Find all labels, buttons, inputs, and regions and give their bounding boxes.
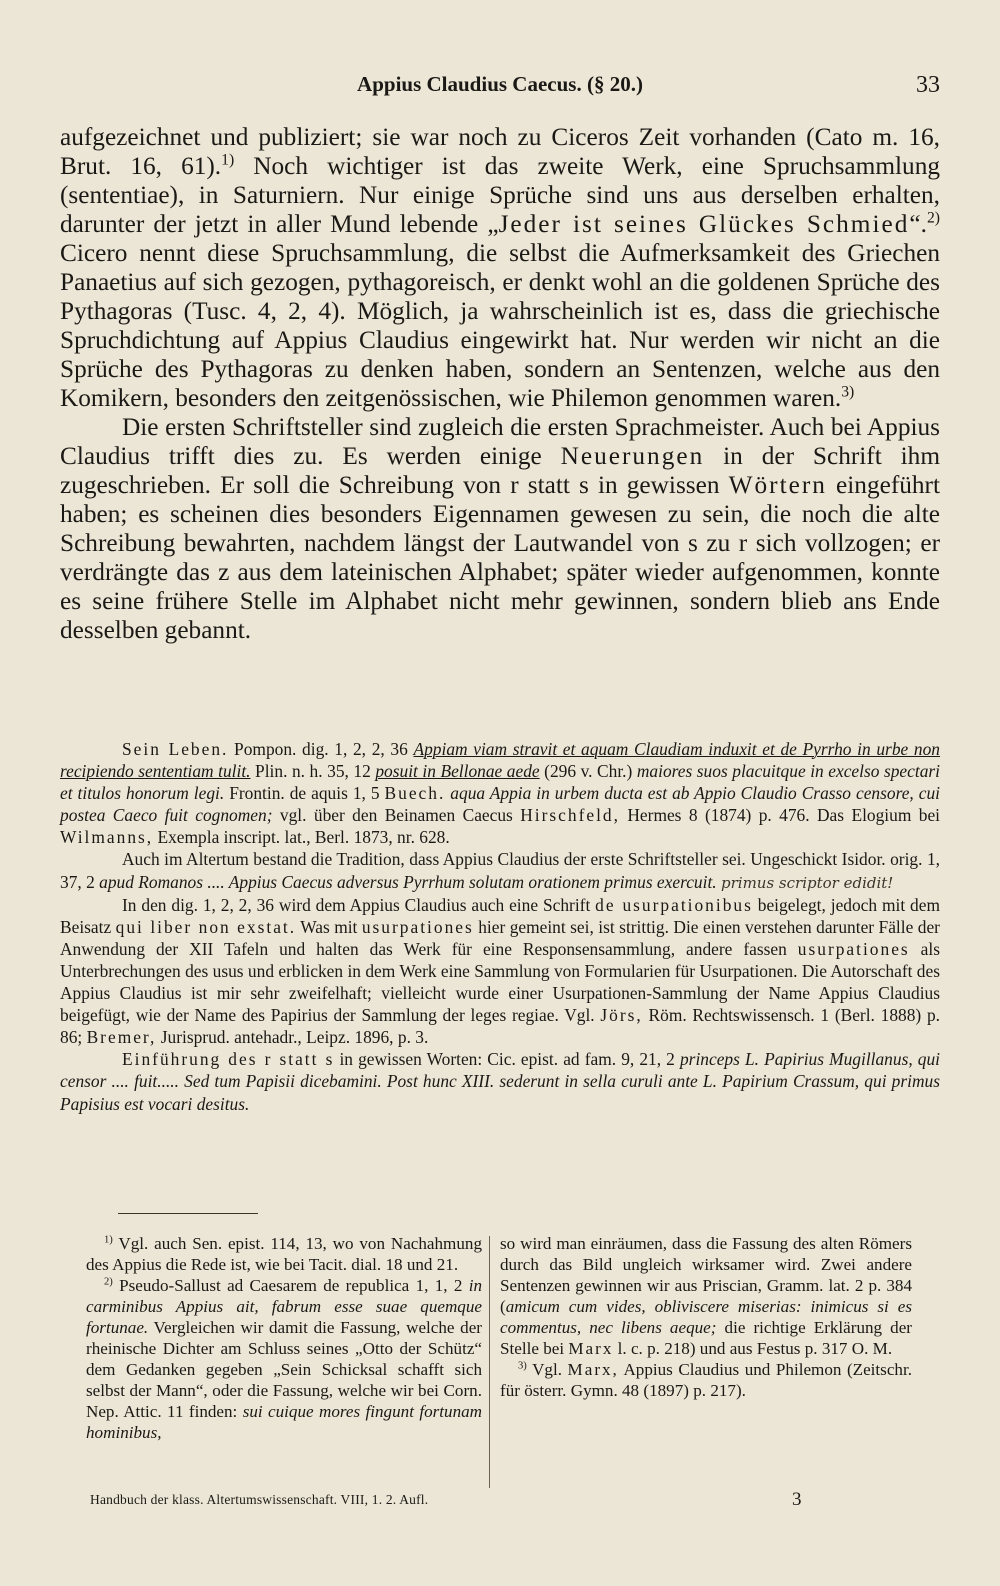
text-run: so wird man einräumen, dass die Fassung des alten Römers durch das Bild ungleich wirksamer wird. Zwei andere Sentenzen gewinnen wir aus Priscian, Gramm. lat. 2 p. 384 ( (500, 1234, 912, 1316)
small-print-notes (60, 738, 940, 1115)
latin-quote: princeps L. Papirius Mugillanus, qui censor .... fuit..... Sed tum Papisii dicebamini. Post hunc XIII. sederunt in sella curuli ante L. Papirium Crassum, qui primus Papisius est vocari desitus. (60, 1049, 941, 1114)
footnote-column-divider (489, 1236, 490, 1488)
latin-quote: posuit in Bellonae aede (375, 761, 540, 782)
text-run: Auch im Altertum bestand die Tradition, dass Appius Claudius der erste Schriftsteller sei. Ungeschickt Isidor. orig. 1, 37, 2 (60, 849, 940, 892)
text-run: Was mit (296, 916, 362, 937)
footnote-ref-2[interactable]: 2) (926, 209, 940, 227)
text-run: Jurisprud. antehadr., Leipz. 1896, p. 3. (156, 1027, 429, 1048)
note-paragraph-tradition (60, 848, 940, 893)
signature-number: 3 (792, 1489, 802, 1510)
main-text (60, 123, 940, 645)
text-run: die richtige Erklärung der Stelle bei (500, 1318, 912, 1358)
text-run: beigelegt, jedoch mit dem Beisatz (60, 894, 940, 937)
author-name: Wilmanns, (60, 827, 154, 848)
author-name: Jörs, (600, 1005, 643, 1026)
text-run: Vgl. (526, 1360, 568, 1379)
footnote-marker: 1) (104, 1234, 113, 1246)
text-run: Exempla inscript. lat., Berl. 1873, nr. 628. (153, 827, 450, 848)
latin-quote: apud Romanos .... Appius Caecus adversus Pyrrhum solutam orationem primus exercuit. (99, 871, 717, 892)
spaced-term: usurpationes (361, 916, 474, 937)
footnotes-right-column (500, 1233, 912, 1401)
text-run: hier gemeint sei, ist strittig. Die einen verstehen darunter Fälle der Anwendung der XII Tafeln und halten das Werk für eine Responsensammlung, andere fassen (60, 916, 940, 959)
text-run: Cicero nennt diese Spruchsammlung, die selbst die Aufmerksamkeit des Griechen Panaetius auf sich gezogen, pythagoreisch, er denkt wohl an die goldenen Sprüche des Pythagoras (Tusc. 4, 2, 4). Möglich, ja wahrscheinlich ist es, dass die griechische Spruchdichtung auf Appius Claudius eingewirkt hat. Nur werden wir nicht an die Sprüche des Pythagoras zu denken haben, sondern an Sentenzen, welche aus den Komikern, besonders den zeitgenössischen, wie Philemon genommen waren. (60, 239, 940, 412)
text-run: Vergleichen wir damit die Fassung, welche der rheinische Dichter am Schluss seines „Otto der Schütz“ dem Gedanken gegeben „Sein Schicksal schafft sich selbst der Mann“, oder die Fassung, welche wir bei Corn. Nep. Attic. 11 finden: (86, 1318, 482, 1421)
text-run: l. c. p. 218) und aus Festus p. 317 O. M. (613, 1339, 893, 1358)
spaced-term: Wörtern (728, 471, 827, 499)
latin-quote: in carminibus Appius ait, fabrum esse suae quemque fortunae. (86, 1276, 482, 1337)
text-run: eingeführt haben; es scheinen dies besonders Eigennamen gewesen zu sein, die noch die alte Schreibung bewahrten, nachdem längst der Lautwandel von s zu r sich vollzogen; er verdrängte das z aus dem lateinischen Alphabet; später wieder aufgenommen, konnte es seine frühere Stelle im Alphabet nicht mehr gewinnen, sondern blieb ans Ende desselben gebannt. (60, 471, 940, 644)
latin-quote: aqua Appia in urbem ducta est ab Appio Claudio Crasso censore, cui postea Caeco fuit cognomen; (60, 783, 940, 826)
spaced-term: de usurpationibus (595, 894, 753, 915)
running-title: Appius Claudius Caecus. (§ 20.) (357, 72, 643, 96)
text-run: Hermes 8 (1874) p. 476. Das Elogium bei (619, 805, 940, 826)
spaced-term: usurpationes (797, 938, 910, 959)
text-run: “. (909, 210, 927, 238)
text-run: aufgezeichnet und publiziert; sie war noch zu Ciceros Zeit vorhanden (Cato m. 16, Brut. 16, 61). (60, 123, 940, 180)
text-run: Noch wichtiger ist das zweite Werk, eine Spruchsammlung (sententiae), in Saturniern. Nur einige Sprüche sind uns aus derselben erhalten, darunter der jetzt in aller Mund lebende „ (60, 152, 940, 238)
footnote-2-continued (500, 1233, 912, 1359)
latin-quote: maiores suos placuitque in excelso spectari et titulos honorum legi. (60, 761, 940, 804)
note-paragraph-life (60, 738, 940, 848)
text-run: Pseudo-Sallust ad Caesarem de republica 1, 1, 2 (112, 1276, 469, 1295)
text-run: Vgl. auch Sen. epist. 114, 13, wo von Nachahmung des Appius die Rede ist, wie bei Tacit. dial. 18 und 21. (86, 1234, 482, 1274)
footnote-3 (500, 1359, 912, 1401)
text-run: in der Schrift ihm zugeschrieben. Er soll die Schreibung von r statt s in gewissen (60, 442, 940, 499)
text-run: Pompon. dig. 1, 2, 2, 36 (228, 739, 414, 759)
footnote-ref-3[interactable]: 3) (841, 383, 855, 401)
latin-quote: sui cuique mores fingunt fortunam hominibus, (86, 1402, 483, 1442)
text-run: (296 v. Chr.) (539, 761, 637, 782)
text-run: als Unterbrechungen des usus und erblicken in dem Werk eine Sammlung von Formularien für Usurpationen. Die Autorschaft des Appius Claudius ist mir sehr zweifelhaft; vielleicht wurde einer Usurpationen-Sammlung der Name Appius Claudius beigefügt, wie der Name des Papirius der Sammlung der leges regiae. Vgl. (60, 938, 940, 1026)
text-run: in gewissen Worten: Cic. epist. ad fam. 9, 21, 2 (334, 1049, 680, 1070)
page-number: 33 (916, 72, 940, 98)
author-name: Marx, (567, 1360, 619, 1379)
text-run: In den dig. 1, 2, 2, 36 wird dem Appius Claudius auch eine Schrift (122, 894, 596, 915)
text-run: vgl. über den Beinamen Caecus (272, 805, 521, 826)
latin-quote: Appiam viam stravit et aquam Claudiam induxit et de Pyrrho in urbe non recipiendo sententiam tulit. (60, 739, 940, 782)
text-run: Plin. n. h. 35, 12 (250, 761, 376, 782)
running-header (60, 72, 940, 102)
author-name: Marx (568, 1339, 614, 1358)
text-run: Die ersten Schriftsteller sind zugleich die ersten Sprachmeister. Auch bei Appius Claudius trifft dies zu. Es werden einige (60, 413, 940, 470)
author-name: Hirschfeld, (520, 805, 620, 826)
section-heading: Sein Leben. (122, 739, 229, 759)
footnote-separator (118, 1213, 258, 1214)
note-paragraph-r-for-s (60, 1048, 940, 1114)
text-run: Röm. Rechtswissensch. 1 (Berl. 1888) p. 86; (60, 1005, 940, 1048)
quoted-proverb: Jeder ist seines Glückes Schmied (498, 210, 910, 238)
footnote-ref-1[interactable]: 1) (221, 151, 235, 169)
spaced-term: qui liber non exstat. (115, 916, 297, 937)
author-name: Buech. (384, 783, 446, 804)
main-paragraph-2 (60, 413, 940, 645)
note-paragraph-usurpationes (60, 894, 940, 1049)
text-run: Appius Claudius und Philemon (Zeitschr. für österr. Gymn. 48 (1897) p. 217). (500, 1360, 912, 1400)
text-run: Frontin. de aquis 1, 5 (224, 783, 385, 804)
footnote-marker: 2) (104, 1276, 113, 1288)
section-heading: Einführung des r statt s (122, 1049, 335, 1070)
main-paragraph-1 (60, 123, 940, 413)
handwritten-annotation: primus scriptor edidit! (721, 873, 894, 892)
footnote-1 (86, 1233, 482, 1275)
footnote-marker: 3) (518, 1360, 527, 1372)
latin-quote: amicum cum vides, obliviscere miserias: inimicus si es commentus, nec libens aeque; (500, 1297, 912, 1337)
spaced-term: Neuerungen (560, 442, 705, 470)
footnotes-left-column (86, 1233, 482, 1443)
author-name: Bremer, (86, 1027, 157, 1048)
footnote-2 (86, 1275, 482, 1443)
printer-signature: Handbuch der klass. Altertumswissenschaft. VIII, 1. 2. Aufl. (90, 1492, 429, 1507)
